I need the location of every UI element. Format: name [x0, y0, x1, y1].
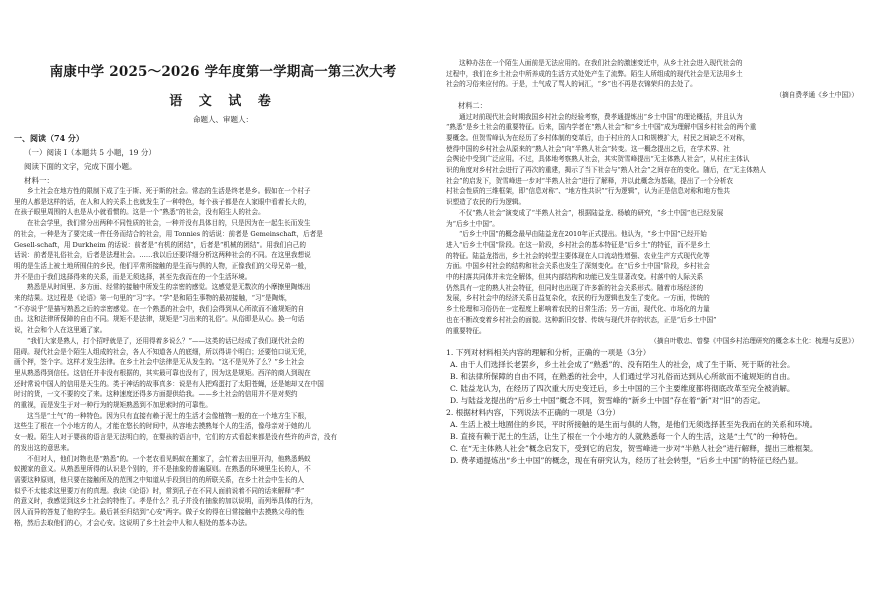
section-heading: 一、阅读（74 分）	[14, 133, 84, 143]
text-line: 这种办法在一个陌生人面前是无法应用的。在我们社会的激速变迁中，从乡土社会进入现代社会的	[459, 59, 743, 67]
text-line: 还时常说中国人的信用是天生的。类于神话的故事真多：说是有人把鸡蛋打了太阳苍蝇，还是她却又在中国	[14, 379, 324, 388]
text-line: 在社会学里，我们常分出两种不同性质的社会，一种并没有具体目的，只是因为在一起生长而发生	[27, 219, 311, 228]
text-line: 过程中，我们在乡土社会中所养成的生活方式处处产生了流弊。陌生人所组成的现代社会是无法用乡土	[446, 69, 743, 78]
question-option: A. 由于人们选择长老罢乡，乡土社会成了“熟悉”的、没有陌生人的社会，成了生于斯、死于斯的社会。	[450, 359, 795, 369]
text-line: 画个押，签个字。这样才发生法律。在乡土社会中法律是无从发生的。“这不是见外了么？”乡土社会	[14, 358, 305, 367]
text-line: 在孩子眼里周围的人也是从小就看惯的。这是一个“熟悉”的社会，没有陌生人的社会。	[14, 208, 265, 217]
text-line: 方面。中国乡村社会的结构和社会关系也发生了深刻变化。在“后乡土中国”阶段，乡村社会	[446, 262, 710, 271]
text-line: 中的村落共同体并未完全解体，但其内部结构和功能已发生显著改变。村落中的人际关系	[446, 273, 704, 282]
text-line: 不但对人，他们对物也是“熟悉”的。一个老农看见蚂蚁在搬家了，会忙着去田里开沟，他熟悉蚂蚁	[27, 454, 311, 463]
source-two: （摘自叶敬忠、曾黎《中国乡村治理研究的概念本土化：梳理与反思》）	[650, 337, 858, 346]
text-line: “熟悉”是乡土社会的重要特征。后来，国内学者在“熟人社会”和“乡土中国”成为理解中国乡村社会的两个重	[446, 123, 757, 132]
question-option: C. 陆益龙认为，在经历了四次重大历史变迁后，乡土中国的三个主要维度都将彻底改革至完全被消解。	[450, 383, 795, 393]
text-line: 会舆论中受到广泛应用。不过，具体地考察熟人社会，其实贺雪峰提出“无主体熟人社会”，从村庄主体认	[446, 155, 750, 164]
text-line: 识的角度对乡村社会进行了再次的重建，揭示了当下社会与“熟人社会”之间存在的变化。随后，在“无主体熟人	[446, 166, 767, 175]
text-line: “我们大家是熟人，打个招呼就是了，还用得着多说么？”——这类的话已经成了我们现代社会的	[27, 336, 305, 345]
instruction-text: 阅读下面的文字，完成下面小题。	[24, 162, 137, 171]
setters-line: 命题人、审题人：	[193, 115, 253, 124]
text-line: 话说：前者是礼俗社会，后者是法理社会。……我以后还要详细分析这两种社会的不同。在这里我想说	[14, 251, 311, 260]
text-line: 熟悉是从时间里、多方面、经常的接触中所发生的亲密的感觉。这感觉是无数次的小摩擦里陶炼出	[27, 283, 311, 292]
text-line: 社会”的启发下，贺雪峰进一步对“半熟人社会”进行了解释，并以此概念为基础，提出了一个分析农	[446, 176, 734, 185]
question-stem: 1. 下列对材料相关内容的理解和分析，正确的一项是（3分）	[446, 347, 651, 357]
text-line: 的意义时，我感觉到这乡土社会的特性了。孝是什么？孔子并没有抽象的加以说明，而列举具体的行为，	[14, 497, 318, 506]
question-option: B. 直接有赖于泥土的生活，让生了根在一个小地方的人就熟悉每一个人的生活，这是“土气”的一种特色。	[450, 431, 803, 441]
text-line: 这当是“土气”的一种特色。因为只有直接有赖于泥土的生活才会像植物一般的在一个地方生下根，	[27, 411, 311, 420]
question-option: B. 和法律所保障的自由不同，在熟悉的社会中，人们通过学习礼俗而达到从心所欲而不逾规矩的自由。	[450, 371, 795, 381]
text-line: 时讨的货，一文不要的交了来。这种速度还得多方面提供给我。——乡土社会的信用并不是对契约	[14, 390, 298, 399]
text-line: 要概念。但贺雪峰认为在经历了乡村体制的变革后，由于村庄的人口和规模扩大，村民之间缺乏不对称，	[446, 133, 750, 142]
text-line: 并不是由于我们选择得来的关系，而是无须选择，甚至先我而在的一个生活环境。	[14, 272, 252, 281]
text-line: 女一般。陌生人对于婴孩的语言是无法明白的，在婴孩的语言中，它们的方式看起来都是没有些许的声音，没有	[14, 433, 338, 442]
text-line: 格，然后去取他们的心，才会心安。这说明了乡土社会中人和人相处的基本办法。	[14, 518, 252, 527]
text-line: 里从熟悉得到信任。这信任并非没有根据的，其实最可靠也没有了，因为这是规矩。西洋的商人到现在	[14, 368, 311, 377]
exam-title: 南康中学 2025～2026 学年度第一学期高一第三次大考	[49, 64, 397, 80]
text-line: 来的结果。这过程是《论语》第一句里的“习”字。“学”是和陌生事物的最初接触，“习”是陶炼，	[14, 294, 292, 303]
text-line: 的特征。陆益龙指出，乡土社会的转型主要体现在人口流动性增强、农业生产方式现代化等	[446, 251, 710, 260]
text-line: 也在不断改变着乡村社会的面貌。这种新旧交替、传统与现代并存的状态，正是“后乡土中国”	[446, 315, 717, 324]
material-one-continued	[446, 58, 858, 90]
text-line: 使得中国的乡村社会从原来的“熟人社会”向“半熟人社会”转变。这一概念提出之后，在学术界、社	[446, 144, 730, 153]
text-line: 说，社会和个人在这里通了家。	[14, 326, 107, 335]
text-line: 明的是生活上被土地所囿住的乡民，他们平常所接触的是生而与俱的人物，正像我们的父母兄弟一般，	[14, 261, 311, 270]
text-line: 这些生了根在一个小地方的人，才能在悠长的时间中，从容地去摸熟每个人的生活，像母亲对于她的儿	[14, 422, 311, 431]
text-line: 社会的习俗来应付的。于是，土气成了骂人的词汇，“乡”也不再是衣锦荣归的去处了。	[446, 80, 697, 89]
text-line: 里的人都是这样的话，在人和人的关系上也就发生了一种特色，每个孩子都是在人家眼中看着长大的，	[14, 197, 311, 206]
question-option: C. 在“无主体熟人社会”概念启发下，受到它的启发，贺雪峰进一步对“半熟人社会”进行解释，提出三维框架。	[450, 443, 818, 453]
question-list	[446, 347, 858, 467]
text-line: 乡土社会在地方性的限制下成了生于斯、死于斯的社会。常态的生活是终老是乡。假如在一个村子	[27, 187, 311, 195]
text-line: Gesell-schaft，用 Durkheim 的话说：前者是“有机的团结”，后者是“机械的团结”。用我们自己的	[14, 240, 306, 249]
text-line: 阻碍。现代社会是个陌生人组成的社会，各人不知道各人的底细，所以得讲个明白；还要怕口说无凭，	[14, 347, 311, 356]
text-line: 通过对前现代社会时期我国乡村社会的经验考察，费孝通提炼出“乡土中国”的理论概括，并且认为	[459, 112, 743, 121]
text-line: “后乡土中国”的概念最早由陆益龙在2010年正式提出。他认为，“乡土中国”已经开始	[459, 230, 707, 239]
text-line: 进入“后乡土中国”阶段。在这一阶段，乡村社会的基本特征是“后乡土”的特征，而不是乡土	[446, 240, 711, 249]
text-line: 乡土伦理和习俗仍在一定程度上影响着农民的日常生活；另一方面，现代化、市场化的力量	[446, 305, 710, 314]
text-line: “不亦说乎”是描写熟悉之后的亲密感觉。在一个熟悉的社会中，我们会得到从心所欲而不逾规矩的自	[14, 304, 305, 313]
right-column	[446, 0, 858, 615]
text-line: 需要这种原则，他只要在接触所及的范围之中知道从手段到目的的所联关系，在乡土社会中生长的人	[14, 475, 305, 484]
material-one-label: 材料一：	[24, 176, 54, 185]
left-column	[14, 0, 432, 615]
question-stem: 2. 根据材料内容，下列说法不正确的一项是（3分）	[446, 407, 620, 417]
text-line: 的重要特征。	[446, 326, 486, 335]
text-line: 似乎不太能求这里要万有的真理。我读《论语》时，常到孔子在不同人面前说着不同的话来解释“孝”	[14, 486, 305, 495]
question-option: A. 生活上被土地囿住的乡民，平时所接触的是生而与俱的人物，是他们无须选择甚至先我而在的关系和环境。	[450, 419, 818, 429]
subject-title: 语 文 试 卷	[169, 94, 277, 109]
question-option: D. 与陆益龙提出的“后乡土中国”概念不同，贺雪峰的“新乡土中国”存在着“新”对“旧”的否定。	[450, 395, 766, 405]
text-line: 发展，乡村社会中的经济关系日益复杂化，农民的行为逻辑也发生了变化。一方面，传统的	[446, 294, 710, 303]
text-line: 的重视，而是发生于对一种行为的规矩熟悉到不加思索时的可靠性。	[14, 401, 212, 410]
text-line: 不仅“熟人社会”演变成了“半熟人社会”，根据陆益龙、杨敏的研究，“乡土中国”也已经发展	[459, 208, 724, 217]
text-line: 的发出这的意思来。	[14, 443, 74, 452]
text-line: 由。这和法律所保障的自由不同。规矩不是法律，规矩是“习出来的礼俗”。从俗即是从心。换一句话	[14, 315, 305, 324]
text-line: 的社会，一种是为了要完成一件任务而结合的社会，用 Tonnies 的话说：前者是 Gemeinschaft，后者是	[14, 229, 323, 238]
material-one-body	[14, 186, 432, 529]
question-option: D. 费孝通提炼出“乡土中国”的概念，现在有研究认为，经历了社会转型，“后乡土中国”的特征已经凸显。	[450, 455, 803, 465]
subsection-heading: （一）阅读 Ⅰ（本题共 5 小题，19 分）	[24, 148, 156, 157]
text-line: 识塑造了农民的行为逻辑。	[446, 198, 526, 207]
text-line: 村社会性质的三维框架，即“信息对称”、“地方性共识”“行为逻辑”，认为正是信息对称和地方性共	[446, 187, 730, 196]
material-two-body	[446, 112, 858, 337]
text-line: 为“后乡土中国”。	[446, 219, 499, 228]
material-two-label: 材料二：	[458, 100, 487, 110]
text-line: 仍然具有一定的熟人社会特征，但同时也出现了许多新的社会关系形式。随着市场经济的	[446, 283, 704, 292]
text-line: 蚁搬家的意义。从熟悉里所得的认识是个别的，并不是抽象的普遍原则。在熟悉的环境里生长的人，不	[14, 465, 311, 474]
source-one: （摘自费孝通《乡土中国》）	[775, 91, 858, 100]
text-line: 因人而异的答复了他的学生。最后甚至归结到“心安”两字。做子女的得在日常接触中去摸熟父母的性	[14, 508, 305, 517]
